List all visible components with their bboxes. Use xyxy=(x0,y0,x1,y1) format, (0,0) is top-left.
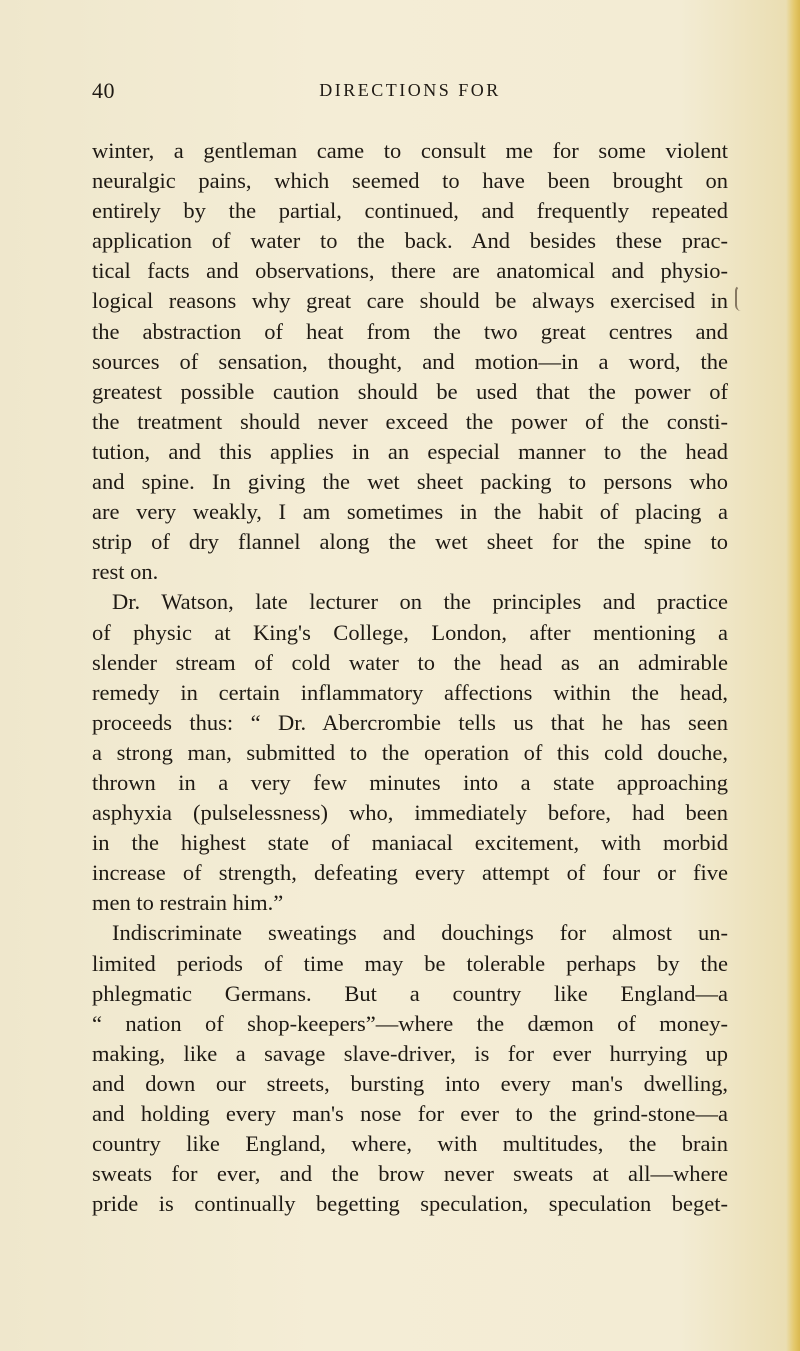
text-line: men to restrain him.” xyxy=(92,890,284,916)
text-line: increase of strength, defeating every attempt of four or five xyxy=(92,860,728,886)
text-line: country like England, where, with multitudes, the brain xyxy=(92,1131,728,1157)
text-line: a strong man, submitted to the operation of this cold douche, xyxy=(92,739,728,765)
margin-bracket-mark xyxy=(735,285,743,311)
text-line: asphyxia (pulselessness) who, immediately before, had been xyxy=(92,800,728,826)
text-line: pride is continually begetting speculation, speculation beget- xyxy=(92,1191,728,1217)
text-line: application of water to the back. And besides these prac- xyxy=(92,228,728,254)
text-line: are very weakly, I am sometimes in the habit of placing a xyxy=(92,499,728,525)
text-line: neuralgic pains, which seemed to have been brought on xyxy=(92,168,728,194)
page-edge xyxy=(786,0,800,1351)
text-line: phlegmatic Germans. But a country like England—a xyxy=(92,980,728,1006)
text-line: and holding every man's nose for ever to the grind-stone—a xyxy=(92,1101,728,1126)
text-line: and spine. In giving the wet sheet packing to persons who xyxy=(92,469,728,495)
text-line: entirely by the partial, continued, and frequently repeated xyxy=(92,198,728,224)
text-line: tution, and this applies in an especial manner to the head xyxy=(92,438,728,464)
text-line: rest on. xyxy=(92,559,159,585)
text-line: strip of dry flannel along the wet sheet for the spine to xyxy=(92,529,728,555)
text-line: “ nation of shop-keepers”—where the dæmon of money- xyxy=(92,1010,728,1036)
page-header xyxy=(92,78,728,108)
text-line: limited periods of time may be tolerable perhaps by the xyxy=(92,950,728,976)
text-line: Indiscriminate sweatings and douchings for almost un- xyxy=(112,920,728,946)
text-line: logical reasons why great care should be always exercised in xyxy=(92,288,728,314)
text-line: thrown in a very few minutes into a state approaching xyxy=(92,769,728,795)
text-line: winter, a gentleman came to consult me for some violent xyxy=(92,138,728,163)
text-line: the treatment should never exceed the power of the consti- xyxy=(92,408,728,434)
text-line: greatest possible caution should be used that the power of xyxy=(92,378,728,404)
text-line: in the highest state of maniacal excitement, with morbid xyxy=(92,830,728,856)
text-line: making, like a savage slave-driver, is for ever hurrying up xyxy=(92,1040,728,1066)
text-line: sources of sensation, thought, and motion—in a word, the xyxy=(92,348,728,374)
text-line: Dr. Watson, late lecturer on the principles and practice xyxy=(112,589,728,615)
text-line: remedy in certain inflammatory affections within the head, xyxy=(92,679,728,705)
text-line: slender stream of cold water to the head as an admirable xyxy=(92,649,728,675)
text-line: of physic at King's College, London, after mentioning a xyxy=(92,619,728,645)
body-text xyxy=(92,136,728,1219)
text-line: tical facts and observations, there are anatomical and physio- xyxy=(92,258,728,284)
text-line: sweats for ever, and the brow never sweats at all—where xyxy=(92,1161,728,1187)
text-line: the abstraction of heat from the two great centres and xyxy=(92,318,728,344)
running-head: DIRECTIONS FOR xyxy=(319,80,501,100)
text-line: and down our streets, bursting into every man's dwelling, xyxy=(92,1070,728,1096)
text-line: proceeds thus: “ Dr. Abercrombie tells us that he has seen xyxy=(92,709,728,735)
page-number: 40 xyxy=(92,78,115,103)
